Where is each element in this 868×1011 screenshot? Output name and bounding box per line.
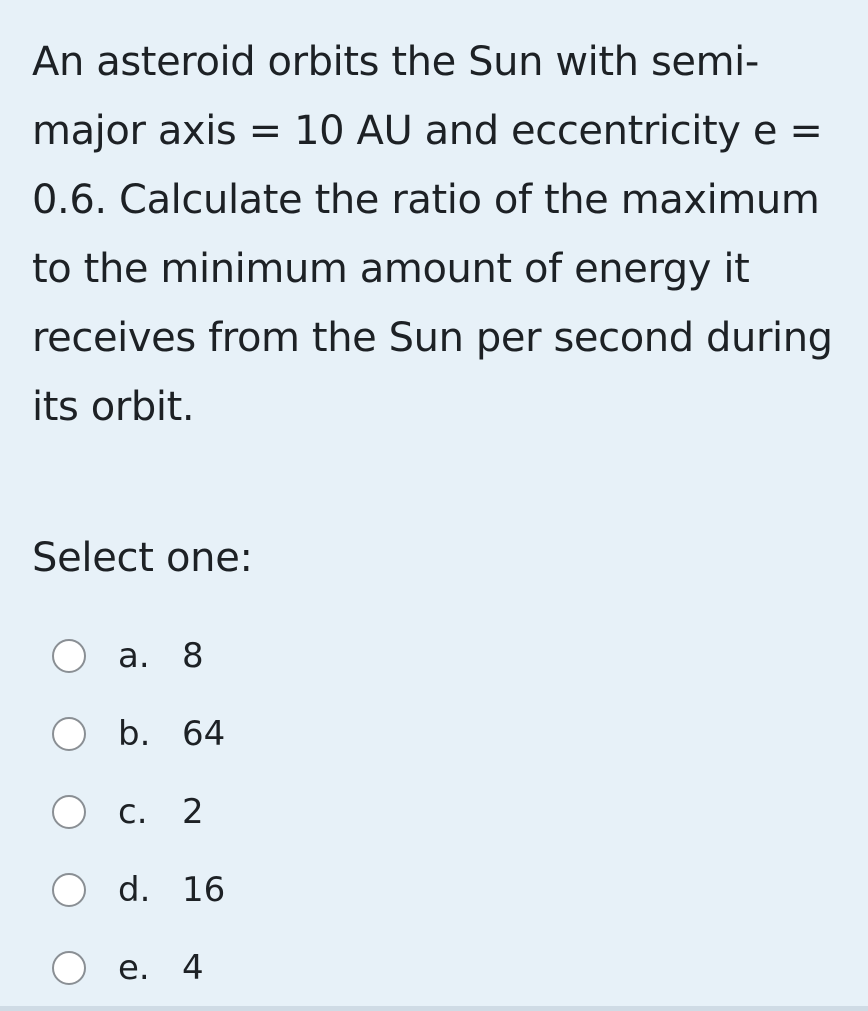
option-value: 64 — [182, 714, 226, 754]
option-value: 8 — [182, 636, 204, 676]
select-one-label: Select one: — [32, 535, 253, 581]
radio-button-icon[interactable] — [52, 951, 86, 985]
bottom-divider — [0, 1006, 868, 1011]
option-b[interactable] — [32, 695, 838, 773]
option-letter: b. — [118, 714, 151, 754]
option-e[interactable] — [32, 929, 838, 1007]
radio-button-icon[interactable] — [52, 717, 86, 751]
answer-options — [32, 617, 838, 1007]
option-letter: c. — [118, 792, 148, 832]
option-d[interactable] — [32, 851, 838, 929]
option-letter: d. — [118, 870, 151, 910]
option-value: 2 — [182, 792, 204, 832]
option-value: 16 — [182, 870, 226, 910]
radio-button-icon[interactable] — [52, 795, 86, 829]
option-letter: e. — [118, 948, 150, 988]
option-c[interactable] — [32, 773, 838, 851]
radio-button-icon[interactable] — [52, 873, 86, 907]
option-letter: a. — [118, 636, 150, 676]
option-a[interactable] — [32, 617, 838, 695]
option-value: 4 — [182, 948, 204, 988]
question-text: An asteroid orbits the Sun with semi-major axis = 10 AU and eccentricity e = 0.6. Calculate the ratio of the maximum to the minimum amount of energy it receives from the Sun per second during its orbit. — [32, 39, 833, 430]
radio-button-icon[interactable] — [52, 639, 86, 673]
